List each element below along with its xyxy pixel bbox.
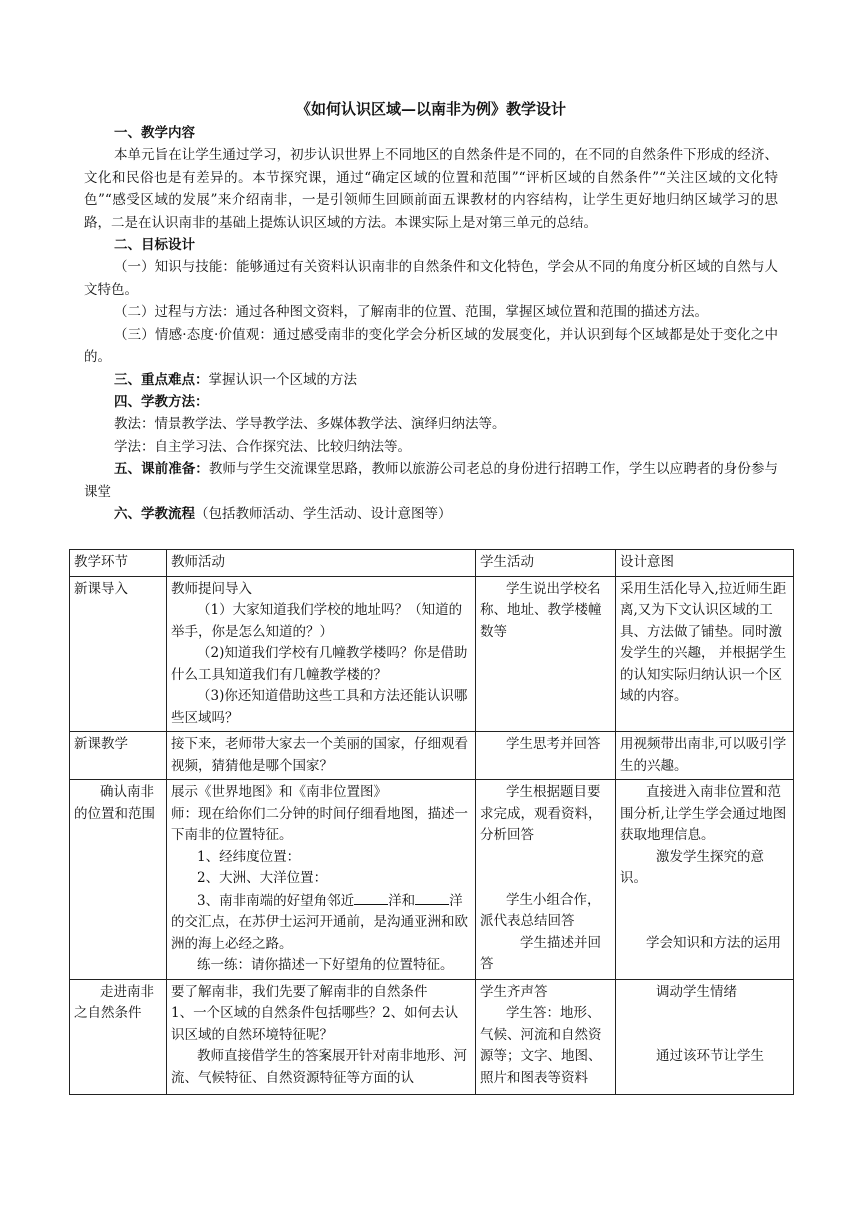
row4-student-text: 学生答：地形、气候、河流和自然资源等；文字、地图、照片和图表等资料: [480, 1005, 602, 1086]
row3-design-text: 直接进入南非位置和范围分析,让学生学会通过地图获取地理信息。: [620, 784, 787, 843]
header-teacher: 教师活动: [167, 550, 476, 577]
row4-design-text: 通过该环节让学生: [656, 1048, 764, 1064]
row3-teacher-line: 师：现在给你们二分钟的时间仔细看地图，描述一下南非的位置特征。: [171, 805, 468, 843]
section-1-text: 本单元旨在让学生通过学习，初步认识世界上不同地区的自然条件是不同的，在不同的自然条件下形成的经济、文化和民俗也是有差异的。本节探究课，通过“确定区域的位置和范围”“评析区域的自然条件”“关注区域的文化特色”“感受区域的发展”来介绍南非，一是引领师生回顾前面五课教材的内容结构，让学生更好地归纳区域学习的思路，二是在认识南非的基础上提炼认识区域的方法。本课实际上是对第三单元的总结。: [84, 147, 778, 231]
row3-stage: [70, 780, 167, 980]
row4-design-text: 调动学生情绪: [656, 983, 737, 1000]
row3-teacher-fill-blank: [171, 890, 471, 956]
row4-teacher-line: 要了解南非，我们先要了解南非的自然条件: [171, 983, 428, 1000]
row2-student-text: 学生思考并回答: [506, 736, 601, 752]
section-3-heading: 三、重点难点：: [114, 371, 209, 388]
document-title: 《如何认识区域—以南非为例》教学设计: [295, 100, 566, 118]
row2-teacher: 接下来，老师带大家去一个美丽的国家，仔细观看视频，猜猜他是哪个国家？: [167, 732, 476, 780]
row4-teacher-line: 1、一个区域的自然条件包括哪些？2、如何去认识区域的自然环境特征呢？: [171, 1005, 459, 1043]
row4-teacher-line: 教师直接借学生的答案展开针对南非地形、河流、气候特征、自然资源特征等方面的认: [171, 1048, 467, 1086]
table-row: [70, 979, 794, 1094]
teaching-methods: 教法：情景教学法、学导教学法、多媒体教学法、演绎归纳法等。: [114, 416, 506, 432]
section-5: [84, 458, 778, 503]
section-6-note: （包括教师活动、学生活动、设计意图等）: [195, 506, 452, 522]
goal-process: （二）过程与方法：通过各种图文资料，了解南非的位置、范围，掌握区域位置和范围的描述方法。: [114, 304, 708, 320]
header-design: 设计意图: [616, 550, 794, 577]
row1-design: 采用生活化导入,拉近师生距离,又为下文认识区域的工具、方法做了铺垫。同时激发学生的兴趣， 并根据学生的认知实际归纳认识一个区域的内容。: [616, 576, 794, 732]
section-3-text: 掌握认识一个区域的方法: [208, 371, 357, 388]
section-3: [84, 369, 778, 392]
row1-student-text: 学生说出学校名称、地址、教学楼幢数等: [480, 580, 602, 640]
row1-stage: 新课导入: [70, 576, 167, 732]
row3-design-text: 激发学生探究的意识。: [620, 848, 764, 886]
answer-blank: [354, 890, 388, 905]
row4-design: [616, 979, 794, 1094]
row4-stage: [70, 979, 167, 1094]
section-2-heading: 二、目标设计: [114, 237, 195, 253]
row4-stage-text: 走进南非之自然条件: [74, 983, 154, 1021]
row1-teacher-line: （1）大家知道我们学校的地址吗？（知道的举手，你是怎么知道的？）: [171, 602, 463, 640]
row3-student-text: 学生描述并回答: [480, 934, 601, 972]
row3-teacher-line: 2、大洲、大洋位置：: [197, 870, 328, 886]
section-5-heading: 五、课前准备：: [114, 461, 209, 477]
section-6-heading: [84, 503, 778, 525]
row2-design: 用视频带出南非,可以吸引学生的兴趣。: [616, 732, 794, 780]
row3-design-text: 学会知识和方法的运用: [646, 934, 781, 951]
fill-blank-text: 3、南非南端的好望角邻近: [197, 892, 355, 909]
row3-teacher-line: 练一练：请你描述一下好望角的位置特征。: [197, 957, 454, 973]
row3-teacher-line: 展示《世界地图》和《南非位置图》: [171, 784, 387, 800]
row3-stage-text: 确认南非的位置和范围: [74, 784, 155, 822]
table-row: [70, 576, 794, 732]
row3-student: [476, 780, 616, 980]
header-stage: 教学环节: [70, 550, 167, 577]
section-5-text: 教师与学生交流课堂思路，教师以旅游公司老总的身份进行招聘工作，学生以应聘者的身份参与课堂: [84, 461, 779, 500]
row4-teacher: [167, 979, 476, 1094]
header-student: 学生活动: [476, 550, 616, 577]
row3-teacher-line: 1、经纬度位置：: [197, 848, 301, 865]
section-6-title: 六、学教流程: [114, 506, 195, 522]
row1-teacher-line: 教师提问导入: [171, 580, 252, 597]
row1-student: [476, 576, 616, 732]
section-1-heading: 一、教学内容: [114, 125, 195, 141]
row2-stage: 新课教学: [70, 732, 167, 780]
lesson-flow-table: [69, 549, 794, 1095]
row1-teacher-line: （2)知道我们学校有几幢教学楼吗？你是借助什么工具知道我们有几幢教学楼的？: [171, 645, 468, 683]
goal-knowledge: （一）知识与技能：能够通过有关资料认识南非的自然条件和文化特色，学会从不同的角度分析区域的自然与人文特色。: [84, 259, 778, 298]
row3-student-text: 学生小组合作，派代表总结回答: [480, 891, 601, 929]
fill-blank-text: 洋和: [388, 892, 416, 909]
table-row: [70, 780, 794, 980]
answer-blank: [415, 890, 449, 905]
document-body: [84, 98, 778, 525]
section-4-heading: 四、学教方法：: [114, 394, 209, 410]
row4-student-text: 学生齐声答: [480, 983, 548, 1000]
learning-methods: 学法：自主学习法、合作探究法、比较归纳法等。: [114, 438, 411, 455]
row1-teacher-line: （3)你还知道借助这些工具和方法还能认识哪些区域吗？: [171, 688, 468, 726]
row3-student-text: 学生根据题目要求完成，观看资料，分析回答: [480, 784, 602, 843]
table-row: [70, 732, 794, 780]
row2-student: [476, 732, 616, 780]
table-header-row: [70, 550, 794, 577]
row3-teacher: [167, 780, 476, 980]
row4-student: [476, 979, 616, 1094]
row1-teacher: [167, 576, 476, 732]
fill-blank-text: 洋的交汇点，在苏伊士运河开通前，是沟通亚洲和欧洲的海上必经之路。: [171, 892, 468, 952]
row3-design: [616, 780, 794, 980]
goal-emotion: （三）情感·态度·价值观：通过感受南非的变化学会分析区域的发展变化，并认识到每个区域都是处于变化之中的。: [84, 326, 778, 365]
